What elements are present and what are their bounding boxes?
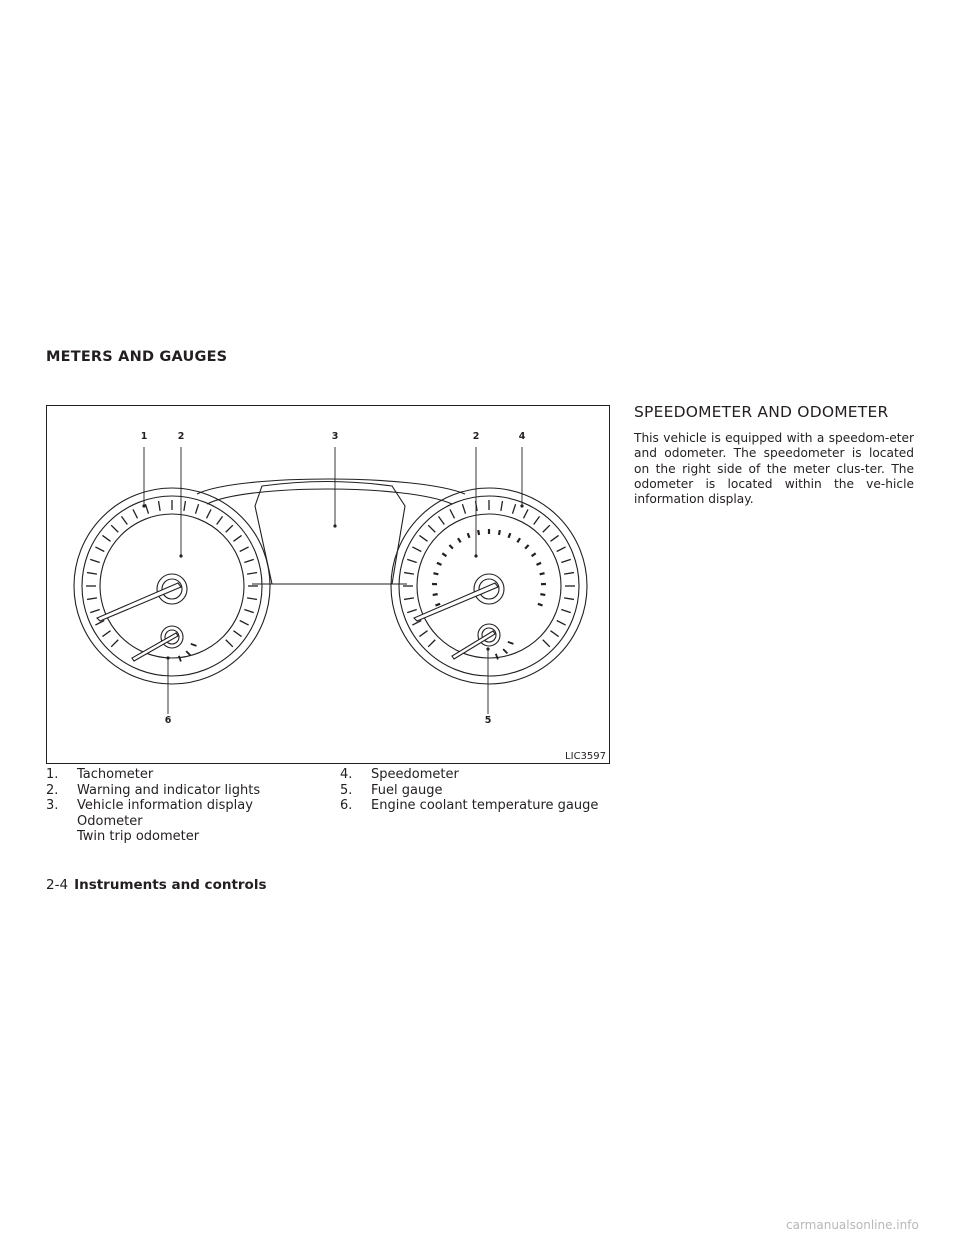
instrument-cluster-figure [46, 405, 610, 764]
gauge-tick [145, 504, 148, 514]
speed-ring-tick [478, 530, 479, 535]
speed-ring-tick [540, 594, 545, 595]
speed-ring-tick [537, 563, 542, 565]
gauge-tick [159, 501, 161, 511]
legend-subitem: Twin trip odometer [77, 829, 200, 844]
section-heading: METERS AND GAUGES [46, 349, 228, 365]
gauge-tick [95, 547, 104, 552]
display-hood-inner [207, 489, 452, 504]
speed-ring-tick [433, 594, 438, 595]
callout-dot [166, 656, 169, 659]
gauge-tick [450, 509, 455, 518]
gauge-tick [226, 640, 233, 647]
callout-dot [142, 504, 145, 507]
gauge-tick [512, 504, 515, 514]
gauge-tick [428, 525, 435, 532]
gauge-tick [87, 598, 97, 600]
speed-ring-tick [458, 538, 461, 542]
speed-ring-tick [433, 573, 438, 574]
chapter-title: Instruments and controls [74, 877, 267, 893]
gauge-tick [184, 501, 186, 511]
gauge-tick [404, 598, 414, 600]
page-number: 2-4 [46, 877, 69, 893]
callout-number: 1 [140, 431, 148, 442]
gauge-tick [244, 609, 254, 612]
gauge-tick [412, 547, 421, 552]
callout-number: 2 [472, 431, 480, 442]
gauge-tick [561, 559, 571, 562]
gauge-tick [195, 504, 198, 514]
speed-ring-tick [517, 538, 520, 542]
gauge-tick [240, 547, 249, 552]
gauge-tick [247, 598, 257, 600]
gauge-tick [407, 609, 417, 612]
gauge-tick [102, 535, 110, 541]
callout-dot [486, 647, 489, 650]
gauge-tick [111, 640, 118, 647]
sub-gauge-tick [503, 649, 507, 653]
gauge-tick [524, 509, 529, 518]
page-footer [46, 877, 267, 893]
gauge-tick [226, 525, 233, 532]
gauge-tick [247, 573, 257, 575]
gauge-tick [90, 609, 100, 612]
legend-subitem: Odometer [77, 813, 143, 829]
callout-number: 3 [331, 431, 339, 442]
instrument-cluster-illustration [47, 406, 610, 764]
gauge-tick [564, 598, 574, 600]
speed-ring-tick [442, 553, 446, 556]
legend-item: 6. Engine coolant temperature gauge [340, 798, 599, 813]
sub-gauge-tick [191, 644, 197, 646]
callout-number: 2 [177, 431, 185, 442]
gauge-tick [90, 559, 100, 562]
gauge-tick [419, 631, 427, 637]
gauge-tick [121, 516, 127, 524]
watermark: carmanualsonline.info [786, 1218, 919, 1232]
callout-dot [179, 554, 182, 557]
legend-list-left [46, 767, 260, 845]
gauge-tick [557, 621, 566, 626]
gauge-tick [233, 631, 241, 637]
gauge-tick [543, 525, 550, 532]
callout-dot [520, 504, 523, 507]
callout-number: 4 [518, 431, 526, 442]
subsection-title: SPEEDOMETER AND ODOMETER [634, 403, 889, 421]
legend-item: 3. Vehicle information display [46, 798, 253, 813]
gauge-tick [501, 501, 503, 511]
gauge-tick [550, 631, 558, 637]
legend-item: 1. Tachometer [46, 767, 154, 782]
gauge-tick [561, 609, 571, 612]
legend-list-right [340, 767, 598, 814]
speed-ring-tick [499, 530, 500, 535]
speed-ring-tick [435, 604, 440, 606]
gauge-tick [543, 640, 550, 647]
sub-gauge-tick [496, 654, 498, 660]
gauge-tick [207, 509, 212, 518]
gauge-tick [217, 516, 223, 524]
callout-dot [474, 554, 477, 557]
main-needle [97, 583, 181, 621]
gauge-tick [564, 573, 574, 575]
subsection-body: This vehicle is equipped with a speedom-eter and odometer. The speedometer is located on the right side of the meter clus-ter. The odometer is located within the ve-hicle information display. [634, 431, 914, 507]
gauge-tick [407, 559, 417, 562]
callout-number: 6 [164, 715, 172, 726]
speed-ring-tick [437, 563, 442, 565]
gauge-tick [534, 516, 540, 524]
sub-gauge-tick [508, 642, 514, 644]
callout-number: 5 [484, 715, 492, 726]
speed-ring-tick [508, 533, 510, 538]
gauge-tick [557, 547, 566, 552]
gauge-tick [244, 559, 254, 562]
gauge-tick [404, 573, 414, 575]
sub-gauge-tick [179, 656, 181, 662]
speed-ring-tick [532, 553, 536, 556]
sub-gauge-tick [186, 651, 190, 655]
legend-item: 4. Speedometer [340, 767, 459, 782]
legend-item: 2. Warning and indicator lights [46, 782, 261, 798]
gauge-tick [438, 516, 444, 524]
display-screen [255, 482, 405, 585]
gauge-tick [111, 525, 118, 532]
gauge-tick [102, 631, 110, 637]
speed-ring-tick [468, 533, 470, 538]
figure-code: LIC3597 [565, 751, 606, 762]
legend-item: 5. Fuel gauge [340, 782, 443, 798]
speed-ring-tick [540, 573, 545, 574]
speed-ring-tick [538, 604, 543, 606]
speed-ring-tick [449, 545, 452, 549]
gauge-tick [233, 535, 241, 541]
main-needle [414, 583, 498, 621]
gauge-tick [462, 504, 465, 514]
sub-needle [452, 631, 495, 659]
sub-needle [132, 633, 178, 661]
callout-dot [333, 524, 336, 527]
gauge-tick [240, 621, 249, 626]
gauge-tick [550, 535, 558, 541]
speed-ring-tick [525, 545, 528, 549]
gauge-tick [428, 640, 435, 647]
gauge-tick [133, 509, 138, 518]
gauge-tick [419, 535, 427, 541]
gauge-tick [87, 573, 97, 575]
